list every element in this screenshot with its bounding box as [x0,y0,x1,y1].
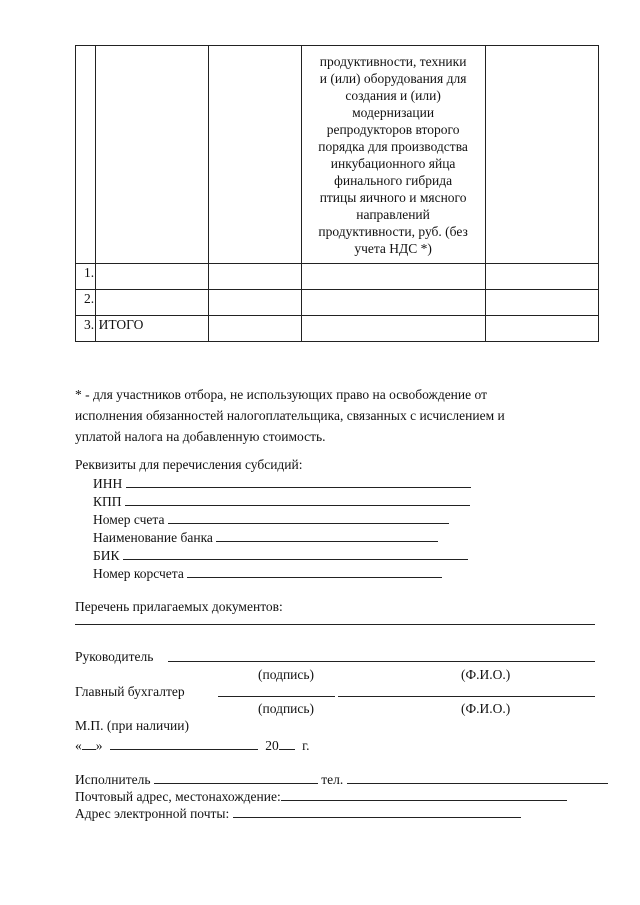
bank-row [93,528,438,546]
head-label: Руководитель [75,649,154,664]
table-cell [485,290,598,316]
corr-label: Номер корсчета [93,566,184,581]
table-row [76,290,599,316]
header-line: учета НДС *) [354,241,432,256]
stamp-note: М.П. (при наличии) [75,718,189,733]
table-cell [208,46,301,264]
executor-field[interactable] [154,770,318,784]
accountant-label: Главный бухгалтер [75,684,185,699]
table-cell [208,264,301,290]
header-line: и (или) оборудования для [319,71,467,86]
account-field[interactable] [168,510,449,524]
date-row [75,736,310,754]
inn-label: ИНН [93,476,123,491]
table-cell [301,290,485,316]
email-row [75,804,521,822]
bik-label: БИК [93,548,120,563]
table-cell [485,264,598,290]
bik-row [93,546,468,564]
year-prefix: 20 [265,738,279,753]
head-signature-field[interactable] [168,661,595,662]
header-line: инкубационного яйца [330,156,456,171]
address-field[interactable] [281,787,567,801]
table-cell [208,290,301,316]
row-number: 3. [76,316,96,342]
row-name-total: ИТОГО [95,316,208,342]
header-line: финального гибрида [334,173,453,188]
accountant-signature-field[interactable] [218,696,335,697]
date-close-quote: » [95,738,103,753]
table-cell [485,316,598,342]
header-line: направлений [356,207,430,222]
corr-row [93,564,442,582]
header-line: модернизации [352,105,435,120]
tel-label: тел. [321,772,344,787]
date-open-quote: « [75,738,82,753]
vat-footnote [75,384,595,447]
table-cell [95,46,208,264]
row-name [95,264,208,290]
inn-field[interactable] [126,474,471,488]
table-cell [301,264,485,290]
documents-field[interactable] [75,624,595,625]
header-line: репродукторов второго [326,122,460,137]
footnote-line: уплатой налога на добавленную стоимость. [75,429,326,444]
table-cell [208,316,301,342]
head-fio-caption: (Ф.И.О.) [461,667,511,682]
subsidy-table [75,45,599,342]
address-label: Почтовый адрес, местонахождение: [75,789,281,804]
table-cell [485,46,598,264]
address-row [75,787,567,805]
accountant-fio-field[interactable] [338,696,595,697]
accountant-signature-caption: (подпись) [258,701,315,716]
row-number: 1. [76,264,96,290]
table-header-row [76,46,599,264]
table-cell [76,46,96,264]
table-row [76,264,599,290]
tel-field[interactable] [347,770,608,784]
row-number: 2. [76,290,96,316]
bik-field[interactable] [123,546,468,560]
header-line: продуктивности, техники [319,54,467,69]
header-line: птицы яичного и мясного [319,190,467,205]
kpp-field[interactable] [125,492,470,506]
footnote-line: * - для участников отбора, не использующих право на освобождение от [75,387,487,402]
account-label: Номер счета [93,512,165,527]
header-line: создания и (или) [345,88,441,103]
row-name [95,290,208,316]
header-line: продуктивности, руб. (без [318,224,468,239]
email-field[interactable] [233,804,521,818]
executor-label: Исполнитель [75,772,151,787]
corr-field[interactable] [187,564,442,578]
table-cell [301,316,485,342]
kpp-label: КПП [93,494,122,509]
header-line: порядка для производства [318,139,468,154]
year-field[interactable] [279,736,295,750]
account-row [93,510,449,528]
accountant-fio-caption: (Ф.И.О.) [461,701,511,716]
bank-field[interactable] [216,528,438,542]
table-header-cell [301,46,485,264]
requisites-title: Реквизиты для перечисления субсидий: [75,457,303,472]
head-signature-caption: (подпись) [258,667,315,682]
year-suffix: г. [302,738,310,753]
documents-title: Перечень прилагаемых документов: [75,599,283,614]
email-label: Адрес электронной почты: [75,806,230,821]
kpp-row [93,492,470,510]
bank-label: Наименование банка [93,530,213,545]
inn-row [93,474,471,492]
month-field[interactable] [110,736,258,750]
executor-row [75,770,608,788]
table-row-total [76,316,599,342]
footnote-line: исполнения обязанностей налогоплательщика, связанных с исчислением и [75,408,505,423]
day-field[interactable] [82,736,96,750]
